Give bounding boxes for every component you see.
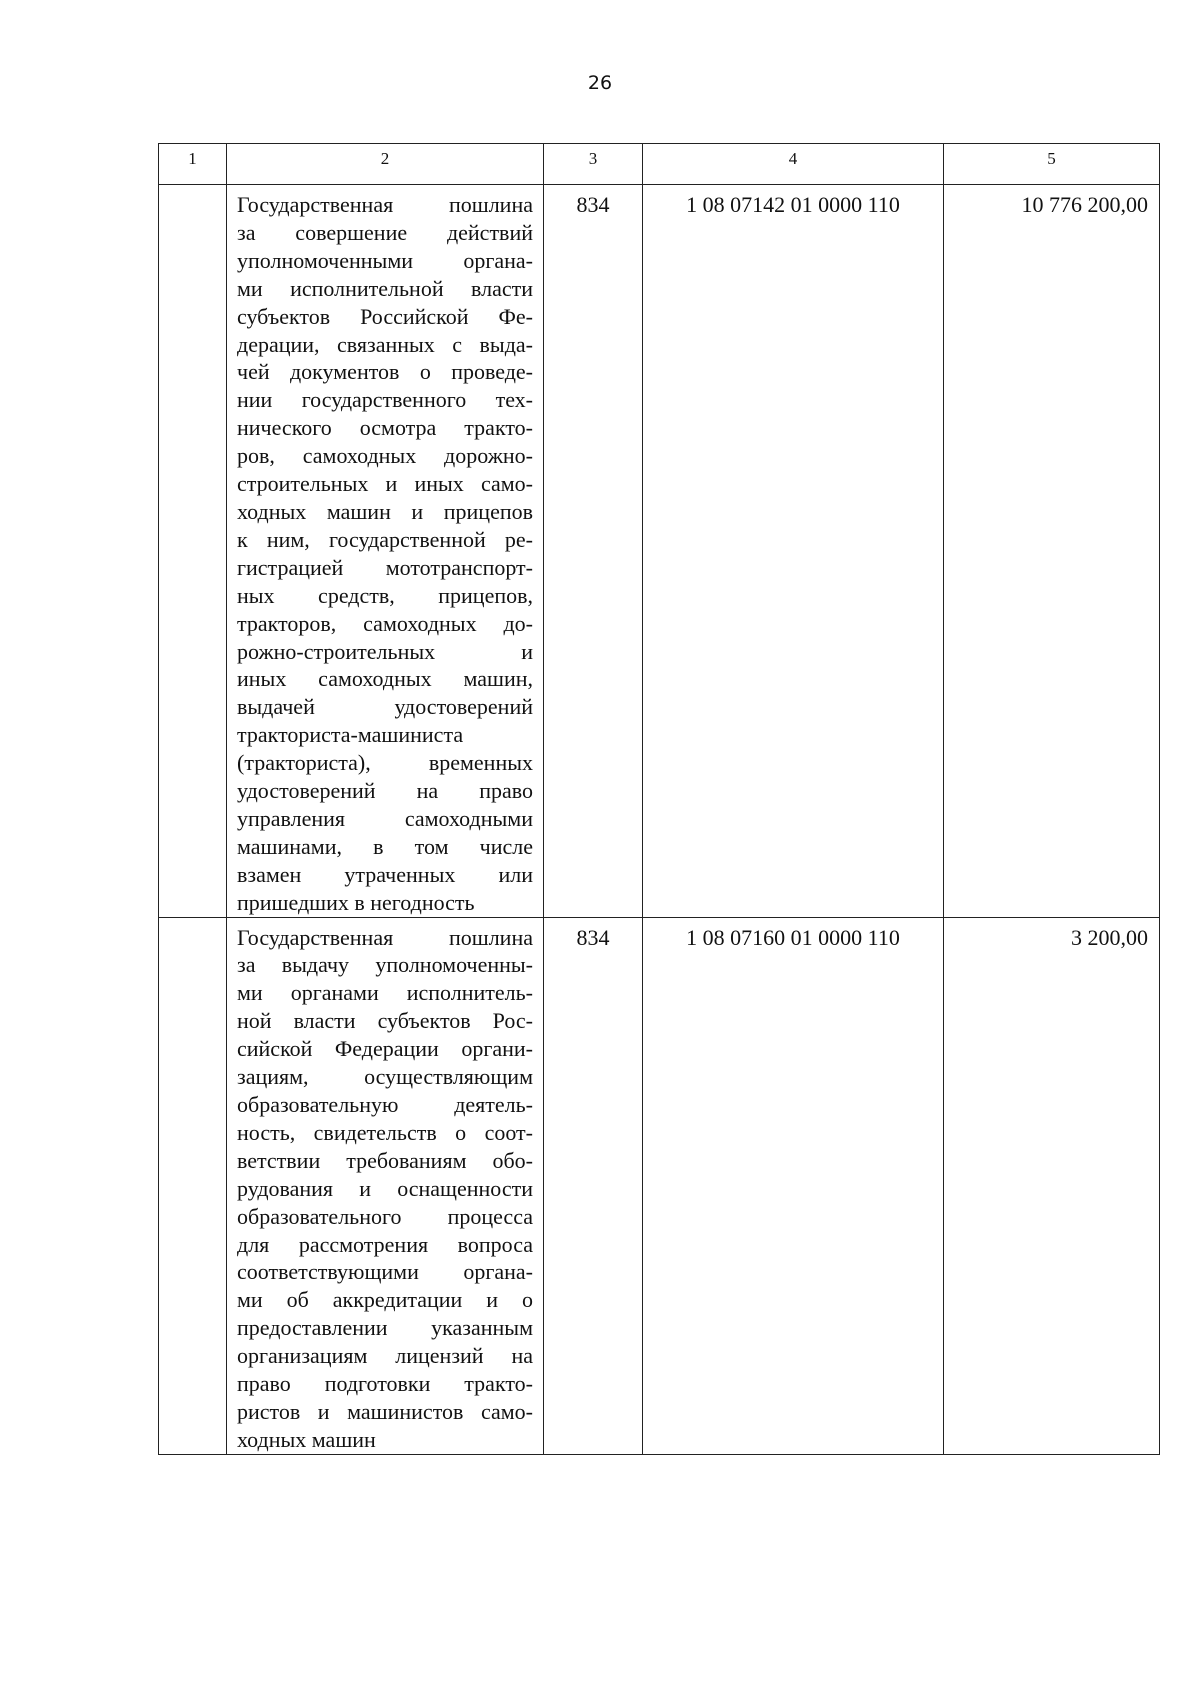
description-line: рожно-строительных и xyxy=(237,638,533,664)
description-line: субъектов Российской Фе- xyxy=(237,303,533,329)
description-line: нии государственного тех- xyxy=(237,387,533,413)
description-line: ми об аккредитации и о xyxy=(237,1287,533,1313)
description-line: образовательного процесса xyxy=(237,1203,533,1229)
table-row xyxy=(159,185,1160,918)
description-line: ной власти субъектов Рос- xyxy=(237,1008,533,1034)
description-line: тракториста-машиниста xyxy=(237,722,464,748)
header-cell-5: 5 xyxy=(944,144,1160,185)
revenue-table xyxy=(158,143,1160,1455)
description-line: иных самоходных машин, xyxy=(237,666,533,692)
row-number-cell xyxy=(159,917,227,1454)
description-line: тракторов, самоходных до- xyxy=(237,610,533,636)
description-line: ров, самоходных дорожно- xyxy=(237,443,533,469)
amount-cell: 10 776 200,00 xyxy=(944,185,1160,918)
description-line: ристов и машинистов само- xyxy=(237,1398,533,1424)
description-line: образовательную деятель- xyxy=(237,1092,533,1117)
table-header-row xyxy=(159,144,1160,185)
kbk-code-cell: 1 08 07142 01 0000 110 xyxy=(643,185,944,918)
description-line: к ним, государственной ре- xyxy=(237,526,533,552)
description-line: ми исполнительной власти xyxy=(237,275,533,301)
description-line: организациям лицензий на xyxy=(237,1343,533,1369)
description-line: строительных и иных само- xyxy=(237,471,533,497)
description-line: выдачей удостоверений xyxy=(237,694,533,720)
amount-cell: 3 200,00 xyxy=(944,917,1160,1454)
description-line: право подготовки тракто- xyxy=(237,1371,533,1397)
table-row xyxy=(159,917,1160,1454)
description-line: гистрацией мототранспорт- xyxy=(237,554,533,580)
description-line: дерации, связанных с выда- xyxy=(237,331,533,357)
description-line: ветствии требованиям обо- xyxy=(237,1147,533,1173)
header-cell-2: 2 xyxy=(227,144,544,185)
description-line: уполномоченными органа- xyxy=(237,247,533,273)
description-line: управления самоходными xyxy=(237,805,533,831)
description-line: удостоверений на право xyxy=(237,778,533,804)
description-line: взамен утраченных или xyxy=(237,861,533,887)
description-line: зациям, осуществляющим xyxy=(237,1064,533,1090)
description-line: ных средств, прицепов, xyxy=(237,582,533,608)
page-number: 26 xyxy=(587,72,613,94)
description-line: Государственная пошлина xyxy=(237,192,533,217)
kbk-code-cell: 1 08 07160 01 0000 110 xyxy=(643,917,944,1454)
description-line: ходных машин xyxy=(237,1426,376,1452)
description-line: рудования и оснащенности xyxy=(237,1175,533,1201)
description-line: ми органами исполнитель- xyxy=(237,980,533,1006)
description-line: предоставлении указанным xyxy=(237,1315,533,1341)
header-cell-4: 4 xyxy=(643,144,944,185)
description-line: сийской Федерации органи- xyxy=(237,1036,533,1062)
description-line: за выдачу уполномоченны- xyxy=(237,952,533,978)
description-line: пришедших в негодность xyxy=(237,889,475,915)
header-cell-3: 3 xyxy=(544,144,643,185)
description-line: чей документов о проведе- xyxy=(237,359,533,385)
admin-code-cell: 834 xyxy=(544,185,643,918)
description-line: ность, свидетельств о соот- xyxy=(237,1119,533,1145)
description-line: (тракториста), временных xyxy=(237,750,533,776)
description-line: нического осмотра тракто- xyxy=(237,415,533,441)
row-number-cell xyxy=(159,185,227,918)
description-line: Государственная пошлина xyxy=(237,924,533,950)
header-cell-1: 1 xyxy=(159,144,227,185)
description-line: за совершение действий xyxy=(237,219,533,245)
description-line: машинами, в том числе xyxy=(237,833,533,859)
revenue-name-cell xyxy=(227,917,544,1454)
description-line: соответствующими органа- xyxy=(237,1259,533,1285)
description-line: ходных машин и прицепов xyxy=(237,498,533,524)
admin-code-cell: 834 xyxy=(544,917,643,1454)
revenue-name-cell xyxy=(227,185,544,918)
description-line: для рассмотрения вопроса xyxy=(237,1231,533,1257)
